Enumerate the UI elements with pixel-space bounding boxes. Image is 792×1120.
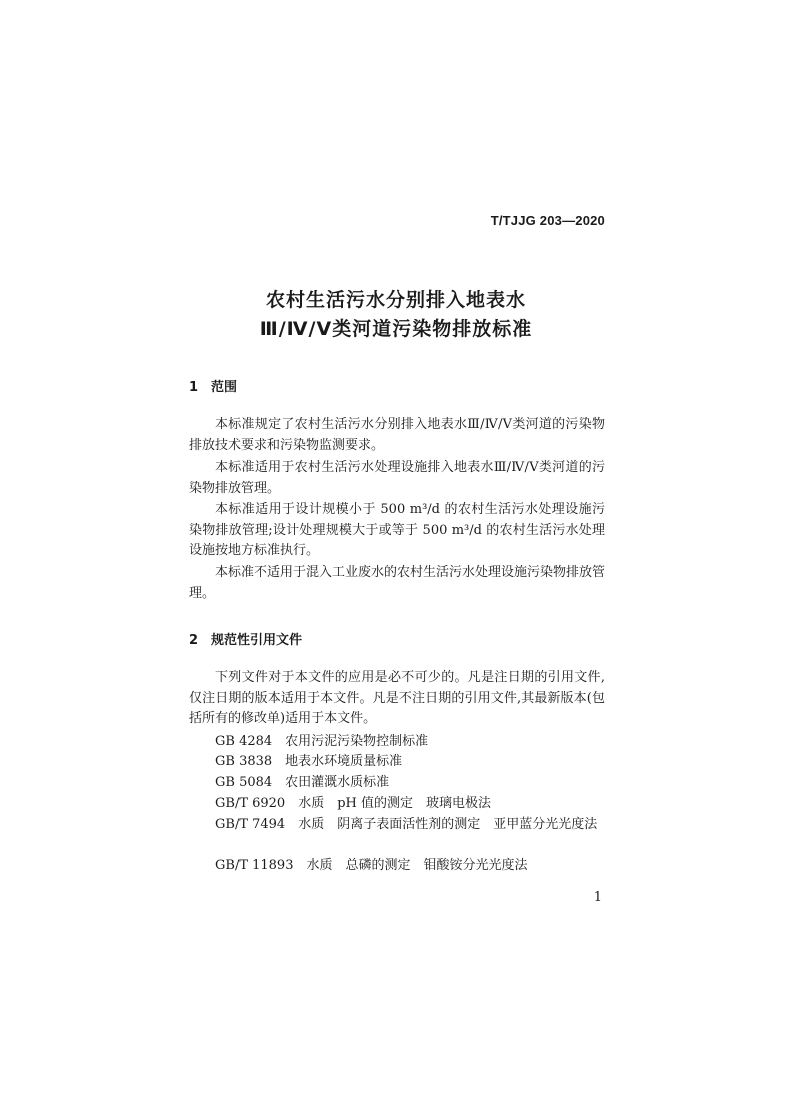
section-title: 范围	[211, 380, 238, 395]
document-code: T/TJJG 203—2020	[490, 213, 605, 228]
section-title: 规范性引用文件	[211, 633, 303, 648]
paragraph: 下列文件对于本文件的应用是必不可少的。凡是注日期的引用文件,仅注日期的版本适用于本文件。凡是不注日期的引用文件,其最新版本(包括所有的修改单)适用于本文件。	[189, 670, 605, 726]
reference-item: GB 5084 农田灌溉水质标准	[215, 775, 390, 790]
page-number: 1	[593, 890, 602, 905]
paragraph: 本标准规定了农村生活污水分别排入地表水Ⅲ/Ⅳ/Ⅴ类河道的污染物排放技术要求和污染物监测要求。	[189, 417, 605, 453]
paragraph: 本标准适用于设计规模小于 500 m³/d 的农村生活污水处理设施污染物排放管理;设计处理规模大于或等于 500 m³/d 的农村生活污水处理设施按地方标准执行。	[189, 502, 605, 558]
reference-item: GB/T 7494 水质 阴离子表面活性剂的测定 亚甲蓝分光光度法	[215, 817, 598, 832]
document-title-line-1: 农村生活污水分别排入地表水	[265, 289, 526, 311]
reference-item: GB 4284 农用污泥污染物控制标准	[215, 734, 429, 749]
section-1-heading	[189, 376, 237, 395]
document-title-line-2: Ⅲ/Ⅳ/Ⅴ类河道污染物排放标准	[259, 318, 533, 340]
reference-item: GB 3838 地表水环境质量标准	[215, 754, 403, 769]
section-number: 1	[189, 380, 199, 395]
section-number: 2	[189, 633, 199, 648]
reference-item: GB/T 6920 水质 pH 值的测定 玻璃电极法	[215, 796, 491, 811]
paragraph: 本标准适用于农村生活污水处理设施排入地表水Ⅲ/Ⅳ/Ⅴ类河道的污染物排放管理。	[189, 460, 605, 496]
reference-item: GB/T 11893 水质 总磷的测定 钼酸铵分光光度法	[215, 858, 528, 873]
paragraph: 本标准不适用于混入工业废水的农村生活污水处理设施污染物排放管理。	[189, 565, 606, 601]
section-2-heading	[189, 629, 302, 648]
